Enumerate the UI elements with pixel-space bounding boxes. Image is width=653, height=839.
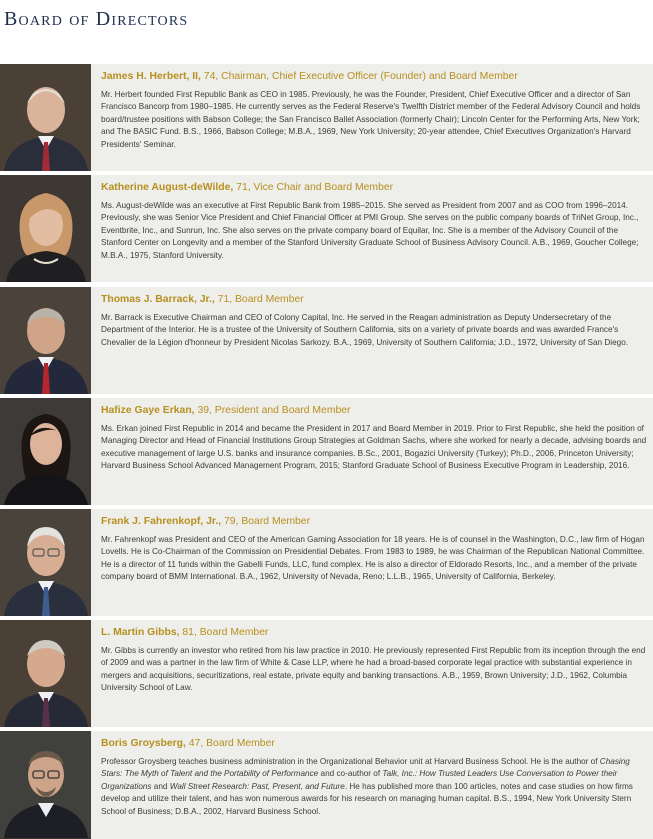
director-photo xyxy=(0,175,91,282)
director-card xyxy=(0,175,653,282)
director-bio: Mr. Fahrenkopf was President and CEO of the American Gaming Association for 18 years. He is of counsel in the Washington, D.C., law firm of Hogan Lovells. He is Co-Chairman of the Commission on Presidential Debates. From 1983 to 1989, he was Chairman of the Republican National Committee. He is a director of 11 funds within the Gabelli Funds, LLC, fund complex. He is also a director of Eldorado Resorts, Inc., and a member of the private company board of BMM International. B.A., 1962, University of Nevada, Reno; L.L.B., 1965, University of California, Berkeley. xyxy=(101,535,645,582)
director-role: 71, Vice Chair and Board Member xyxy=(233,182,394,193)
director-bio: Mr. Gibbs is currently an investor who retired from his law practice in 2010. He previously represented First Republic from its inception through the end of 2009 and was a partner in the law firm of White & Case LLP, where he had a broad-based corporate legal practice with substantial experience in mergers and acquisitions, securitizations, real estate, private equity and banking transactions. A.B., 1959, Brown University; J.D., 1962, Columbia University School of Law. xyxy=(101,646,646,693)
director-photo xyxy=(0,731,91,839)
director-role: 79, Board Member xyxy=(221,516,311,527)
director-role: 71, Board Member xyxy=(214,294,304,305)
director-role: 74, Chairman, Chief Executive Officer (Founder) and Board Member xyxy=(200,71,518,82)
director-name: James H. Herbert, II, xyxy=(101,71,201,82)
director-role: 39, President and Board Member xyxy=(194,405,351,416)
page-title: Board of Directors xyxy=(4,8,189,30)
director-bio: Mr. Barrack is Executive Chairman and CEO of Colony Capital, Inc. He served in the Reagan administration as Deputy Undersecretary of the Department of the Interior. He is a trustee of the University of Southern California, sits on a variety of private boards and was awarded France's Chevalier de la Légion d'honneur by President Nicolas Sarkozy. B.A., 1969, University of Southern California; J.D., 1972, University of San Diego. xyxy=(101,313,629,347)
director-name: Thomas J. Barrack, Jr., xyxy=(101,294,215,305)
director-bio: Mr. Herbert founded First Republic Bank as CEO in 1985. Previously, he was the Founder, President, Chief Executive Officer and a director of San Francisco Bancorp from 1980–1985. He currently serves as the Federal Reserve's Twelfth District member of the Federal Advisory Council and holds board/trustee positions with Babson College; the San Francisco Ballet Association (formerly Chair); Lincoln Center for the Performing Arts, New York; and The BASIC Fund. B.S., 1966, Babson College; M.B.A., 1969, New York University; 20-year attendee, Chief Executives Organization's Harvard Presidents' Seminar. xyxy=(101,90,641,149)
director-name: Hafize Gaye Erkan, xyxy=(101,405,195,416)
director-photo xyxy=(0,620,91,727)
director-photo xyxy=(0,398,91,505)
director-bio: Professor Groysberg teaches business administration in the Organizational Behavior unit at Harvard Business School. He is the author of Chasing Stars: The Myth of Talent and the Portability of Performance and co-author of Talk, Inc.: How Trusted Leaders Use Conversation to Power their Organizations and Wall Street Research: Past, Present, and Future. He has published more than 100 articles, notes and case studies on how firms develop and utilize their talent, and has won numerous awards for his research on managing human capital. B.S., 1994, New York University Stern School of Business; D.B.A., 2002, Harvard Business School. xyxy=(101,757,633,816)
director-card xyxy=(0,398,653,505)
director-card xyxy=(0,731,653,839)
director-photo xyxy=(0,287,91,394)
book-title: Wall Street Research: Past, Present, and Future xyxy=(169,781,345,791)
director-role: 81, Board Member xyxy=(179,627,269,638)
director-bio: Ms. August-deWilde was an executive at First Republic Bank from 1985–2015. She served as President from 2007 and as COO from 1996–2014. Previously, she was Senior Vice President and Chief Financial Officer at PMI Group. She serves on the public company boards of TriNet Group, Inc., Eventbrite, Inc., and Sunrun, Inc. She also serves on the private company board of Equilar, Inc. She is a member of the Advisory Council of the Stanford Center on Longevity and a member of the Stanford University Graduate School of Business Advisory Council. A.B., 1969, Goucher College; M.B.A., 1975, Stanford University. xyxy=(101,201,639,260)
director-card xyxy=(0,64,653,171)
director-card xyxy=(0,509,653,616)
director-card xyxy=(0,287,653,394)
director-card xyxy=(0,620,653,727)
book-title: Chasing Stars: The Myth of Talent and the Portability of Performance xyxy=(101,757,630,779)
director-photo xyxy=(0,64,91,171)
director-photo xyxy=(0,509,91,616)
director-name: L. Martin Gibbs, xyxy=(101,627,180,638)
director-bio: Ms. Erkan joined First Republic in 2014 and became the President in 2017 and Board Member in 2019. Prior to First Republic, she held the position of Managing Director and Head of Financial Institutions Group Strategies at Goldman Sachs, where she worked for nearly a decade, advising boards and executive management of large U.S. banks and insurance companies. B.Sc., 2001, Bogazici University (Turkey); Ph.D., 2006, Princeton University; Harvard Business School Advanced Management Program, 2015; Stanford Graduate School of Business Executive Program in Leadership, 2016. xyxy=(101,424,647,471)
director-name: Boris Groysberg, xyxy=(101,738,186,749)
director-role: 47, Board Member xyxy=(185,738,275,749)
book-title: Talk, Inc.: How Trusted Leaders Use Conversation to Power their Organizations xyxy=(101,769,618,791)
director-name: Katherine August-deWilde, xyxy=(101,182,234,193)
director-name: Frank J. Fahrenkopf, Jr., xyxy=(101,516,222,527)
